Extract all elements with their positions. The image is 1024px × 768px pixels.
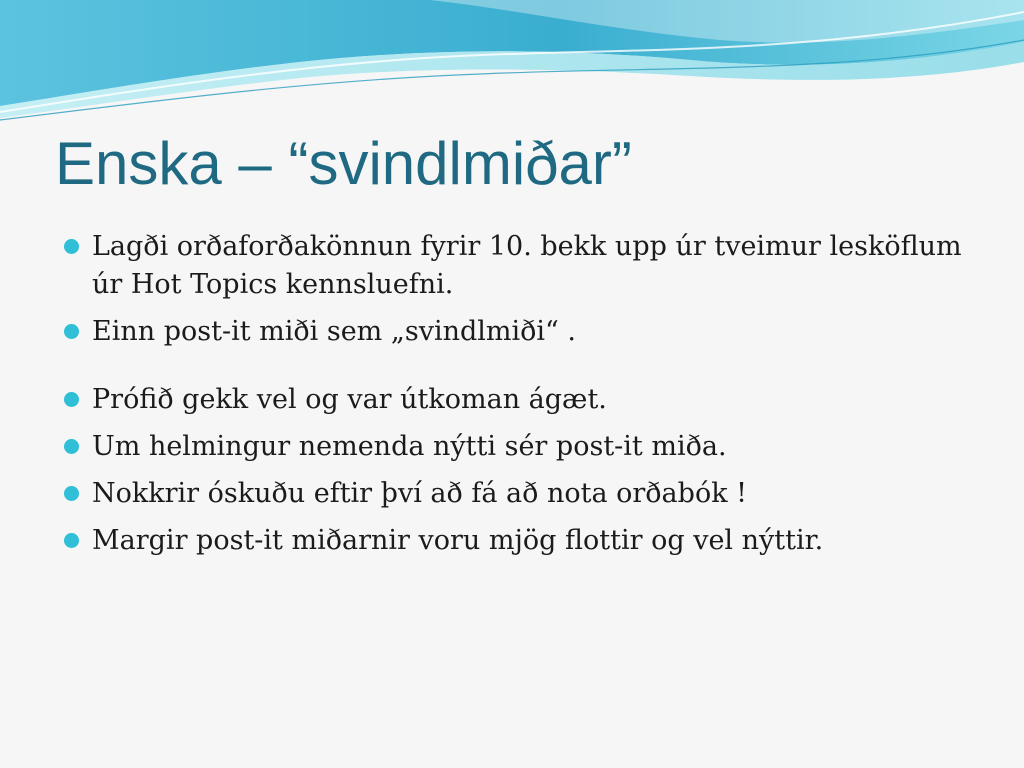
bullet-text: Lagði orðaforðakönnun fyrir 10. bekk upp úr tveimur lesköflum úr Hot Topics kennsluefni. bbox=[92, 231, 962, 300]
bullet-text: Prófið gekk vel og var útkoman ágæt. bbox=[92, 384, 607, 415]
list-item bbox=[62, 381, 982, 419]
bullet-text: Nokkrir óskuðu eftir því að fá að nota orðabók ! bbox=[92, 478, 747, 509]
decorative-wave-header bbox=[0, 0, 1024, 130]
list-item bbox=[62, 313, 982, 351]
list-item bbox=[62, 228, 982, 304]
bullet-text: Einn post-it miði sem „svindlmiði“ . bbox=[92, 316, 577, 347]
bullet-icon bbox=[64, 392, 79, 407]
bullet-icon bbox=[64, 486, 79, 501]
list-item bbox=[62, 428, 982, 466]
bullet-icon bbox=[64, 533, 79, 548]
list-item bbox=[62, 522, 982, 560]
bullet-text: Margir post-it miðarnir voru mjög flottir og vel nýttir. bbox=[92, 525, 824, 556]
bullet-icon bbox=[64, 439, 79, 454]
bullet-icon bbox=[64, 239, 79, 254]
bullet-icon bbox=[64, 324, 79, 339]
slide-title: Enska – “svindlmiðar” bbox=[55, 130, 632, 197]
list-item bbox=[62, 475, 982, 513]
bullet-list bbox=[62, 228, 982, 569]
bullet-text: Um helmingur nemenda nýtti sér post-it miða. bbox=[92, 431, 727, 462]
